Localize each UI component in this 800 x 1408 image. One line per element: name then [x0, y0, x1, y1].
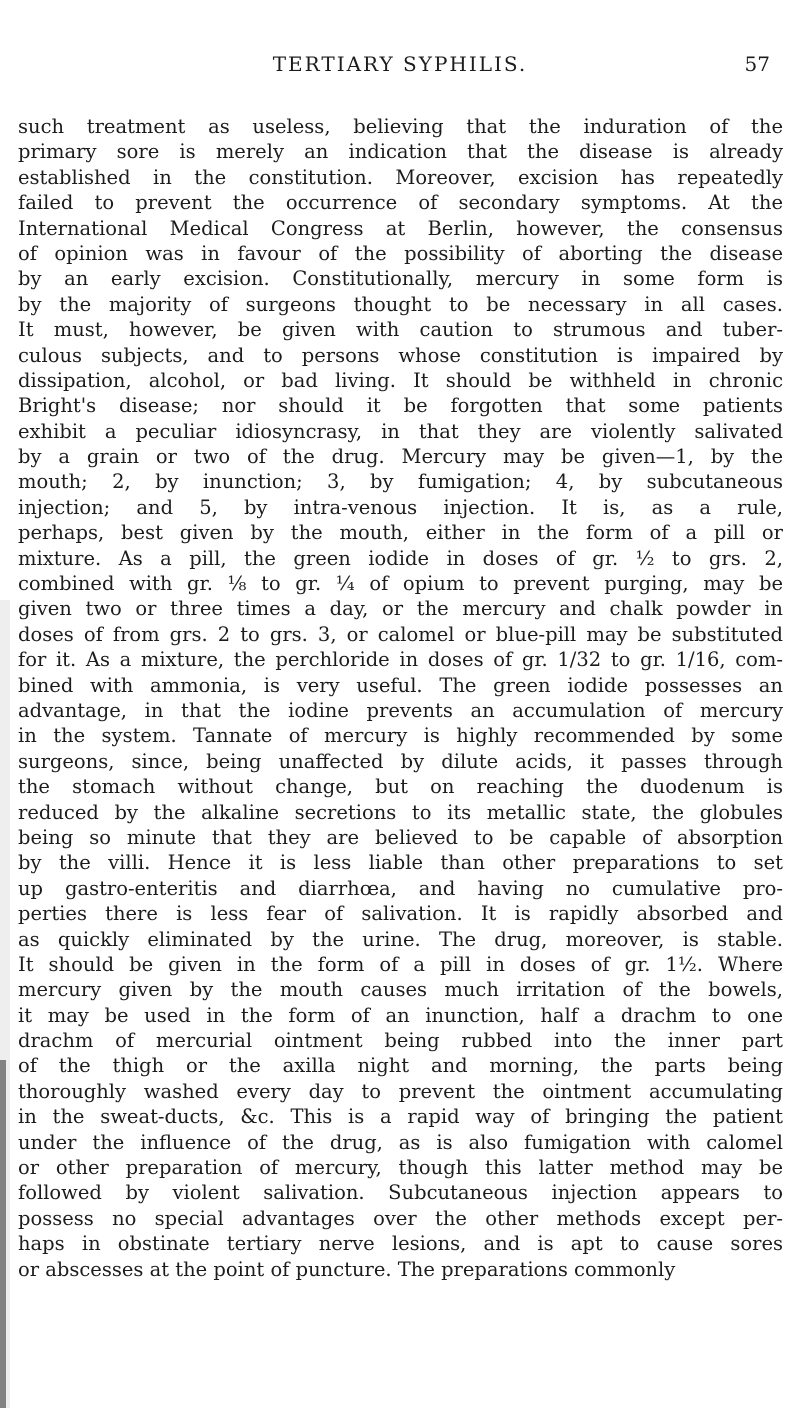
text-line: as quickly eliminated by the urine. The drug, moreover, is stable. — [18, 927, 783, 951]
scan-shadow-edge — [0, 1060, 6, 1408]
text-line: by the villi. Hence it is less liable than other preparations to set — [18, 851, 783, 875]
body-text — [18, 114, 783, 1282]
text-line: established in the constitution. Moreover, excision has repeatedly — [18, 165, 783, 189]
text-line: in the sweat-ducts, &c. This is a rapid way of bringing the patient — [18, 1105, 783, 1129]
text-line: perties there is less fear of salivation. It is rapidly absorbed and — [18, 902, 783, 926]
text-line: reduced by the alkaline secretions to its metallic state, the globules — [18, 800, 783, 824]
text-line: surgeons, since, being unaffected by dilute acids, it passes through — [18, 749, 783, 773]
text-line: in the system. Tannate of mercury is highly recommended by some — [18, 724, 783, 748]
text-line: exhibit a peculiar idiosyncrasy, in that they are violently salivated — [18, 419, 783, 443]
text-line: by a grain or two of the drug. Mercury may be given—1, by the — [18, 445, 783, 469]
page-header — [0, 52, 800, 82]
text-line: doses of from grs. 2 to grs. 3, or calomel or blue-pill may be substituted — [18, 622, 783, 646]
text-line: being so minute that they are believed to be capable of absorption — [18, 825, 783, 849]
text-line: or other preparation of mercury, though this latter method may be — [18, 1156, 783, 1180]
text-line: It should be given in the form of a pill in doses of gr. 1½. Where — [18, 952, 783, 976]
text-line: possess no special advantages over the other methods except per- — [18, 1206, 783, 1230]
text-line: culous subjects, and to persons whose constitution is impaired by — [18, 343, 783, 367]
text-line: up gastro-enteritis and diarrhœa, and having no cumulative pro- — [18, 876, 783, 900]
text-line: International Medical Congress at Berlin, however, the consensus — [18, 216, 783, 240]
text-line: under the influence of the drug, as is also fumigation with calomel — [18, 1130, 783, 1154]
text-line: haps in obstinate tertiary nerve lesions, and is apt to cause sores — [18, 1232, 783, 1256]
text-line: Bright's disease; nor should it be forgotten that some patients — [18, 394, 783, 418]
running-title: TERTIARY SYPHILIS. — [272, 52, 528, 76]
text-line: injection; and 5, by intra-venous injection. It is, as a rule, — [18, 495, 783, 519]
text-line: of the thigh or the axilla night and morning, the parts being — [18, 1054, 783, 1078]
text-line: mercury given by the mouth causes much irritation of the bowels, — [18, 978, 783, 1002]
page-number: 57 — [744, 52, 770, 76]
text-line: given two or three times a day, or the mercury and chalk powder in — [18, 597, 783, 621]
text-line: followed by violent salivation. Subcutaneous injection appears to — [18, 1181, 783, 1205]
text-line: bined with ammonia, is very useful. The green iodide possesses an — [18, 673, 783, 697]
text-line: for it. As a mixture, the perchloride in doses of gr. 1/32 to gr. 1/16, com- — [18, 648, 783, 672]
text-line: perhaps, best given by the mouth, either in the form of a pill or — [18, 521, 783, 545]
text-line: dissipation, alcohol, or bad living. It should be withheld in chronic — [18, 368, 783, 392]
text-line: drachm of mercurial ointment being rubbed into the inner part — [18, 1029, 783, 1053]
text-line: by the majority of surgeons thought to be necessary in all cases. — [18, 292, 783, 316]
text-line: It must, however, be given with caution to strumous and tuber- — [18, 318, 783, 342]
text-line: mixture. As a pill, the green iodide in doses of gr. ½ to grs. 2, — [18, 546, 783, 570]
text-line: it may be used in the form of an inunction, half a drachm to one — [18, 1003, 783, 1027]
text-line: mouth; 2, by inunction; 3, by fumigation; 4, by subcutaneous — [18, 470, 783, 494]
text-line: such treatment as useless, believing that the induration of the — [18, 115, 783, 138]
text-line: by an early excision. Constitutionally, mercury in some form is — [18, 267, 783, 291]
text-line: or abscesses at the point of puncture. The preparations commonly — [18, 1257, 676, 1281]
text-line: failed to prevent the occurrence of secondary symptoms. At the — [18, 191, 783, 215]
text-line: combined with gr. ⅛ to gr. ¼ of opium to prevent purging, may be — [18, 572, 783, 596]
text-line: primary sore is merely an indication that the disease is already — [18, 140, 783, 164]
text-line: thoroughly washed every day to prevent the ointment accumulating — [18, 1079, 783, 1103]
text-line: of opinion was in favour of the possibility of aborting the disease — [18, 241, 783, 265]
text-line: the stomach without change, but on reaching the duodenum is — [18, 775, 783, 799]
text-line: advantage, in that the iodine prevents an accumulation of mercury — [18, 698, 783, 722]
